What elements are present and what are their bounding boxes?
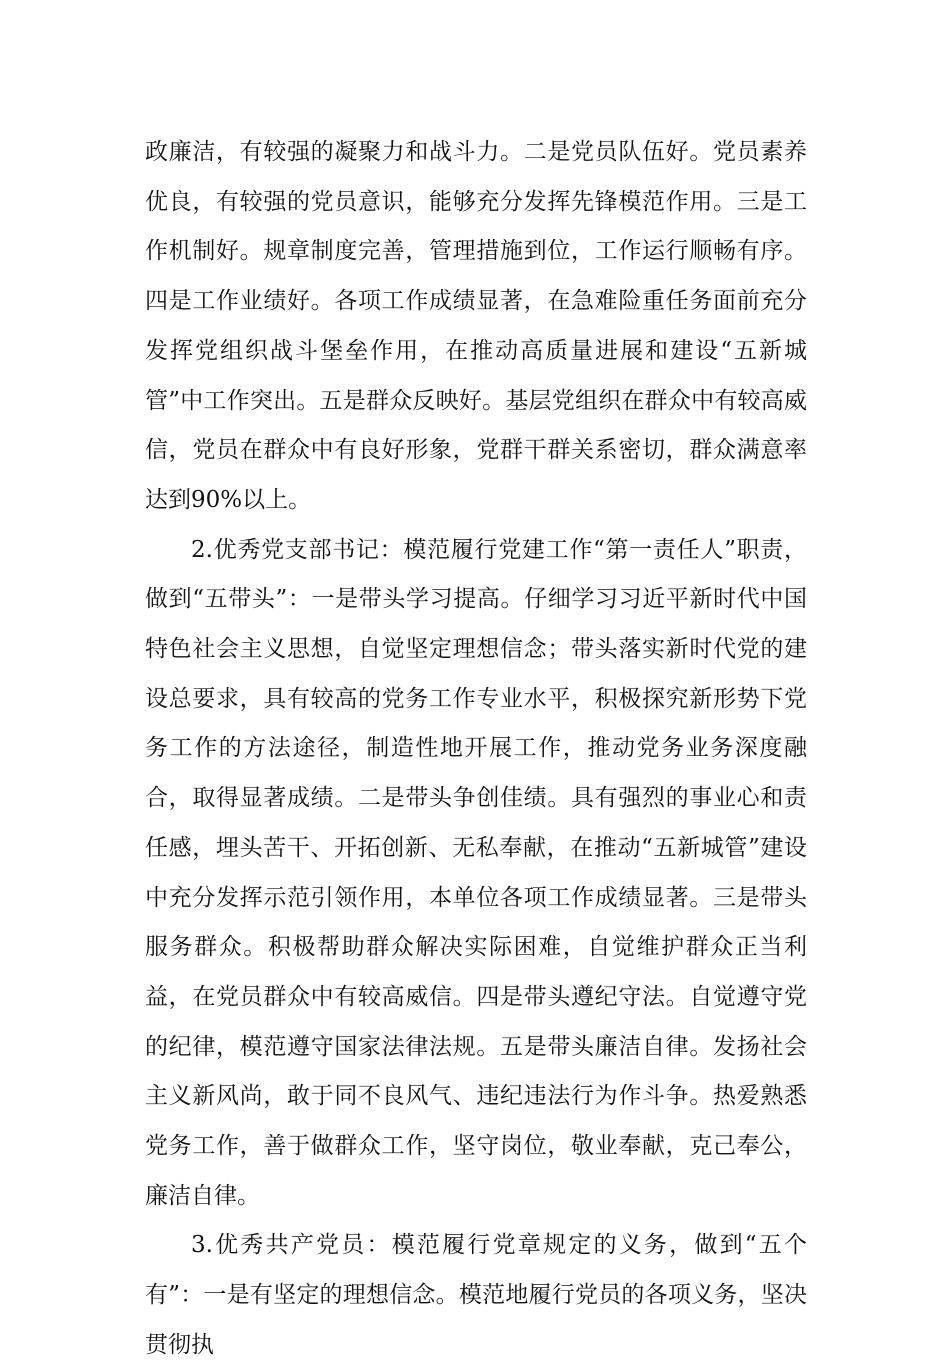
paragraph-3: 3.优秀共产党员：模范履行党章规定的义务，做到“五个有”：一是有坚定的理想信念。模范地履行党员的各项义务，坚决贯彻执: [145, 1232, 807, 1358]
paragraph-1: 政廉洁，有较强的凝聚力和战斗力。二是党员队伍好。党员素养优良，有较强的党员意识，能够充分发挥先锋模范作用。三是工作机制好。规章制度完善，管理措施到位，工作运行顺畅有序。四是工作业绩好。各项工作成绩显著，在急难险重任务面前充分发挥党组织战斗堡垒作用，在推动高质量进展和建设“五新城管”中工作突出。五是群众反映好。基层党组织在群众中有较高威信，党员在群众中有良好形象，党群干群关系密切，群众满意率达到90%以上。: [145, 139, 807, 513]
document-body: [145, 128, 807, 1371]
paragraph-2: 2.优秀党支部书记：模范履行党建工作“第一责任人”职责，做到“五带头”：一是带头学习提高。仔细学习习近平新时代中国特色社会主义思想，自觉坚定理想信念；带头落实新时代党的建设总要求，具有较高的党务工作专业水平，积极探究新形势下党务工作的方法途径，制造性地开展工作，推动党务业务深度融合，取得显著成绩。二是带头争创佳绩。具有强烈的事业心和责任感，埋头苦干、开拓创新、无私奉献，在推动“五新城管”建设中充分发挥示范引领作用，本单位各项工作成绩显著。三是带头服务群众。积极帮助群众解决实际困难，自觉维护群众正当利益，在党员群众中有较高威信。四是带头遵纪守法。自觉遵守党的纪律，模范遵守国家法律法规。五是带头廉洁自律。发扬社会主义新风尚，敢于同不良风气、违纪违法行为作斗争。热爱熟悉党务工作，善于做群众工作，坚守岗位，敬业奉献，克己奉公，廉洁自律。: [145, 536, 807, 1209]
